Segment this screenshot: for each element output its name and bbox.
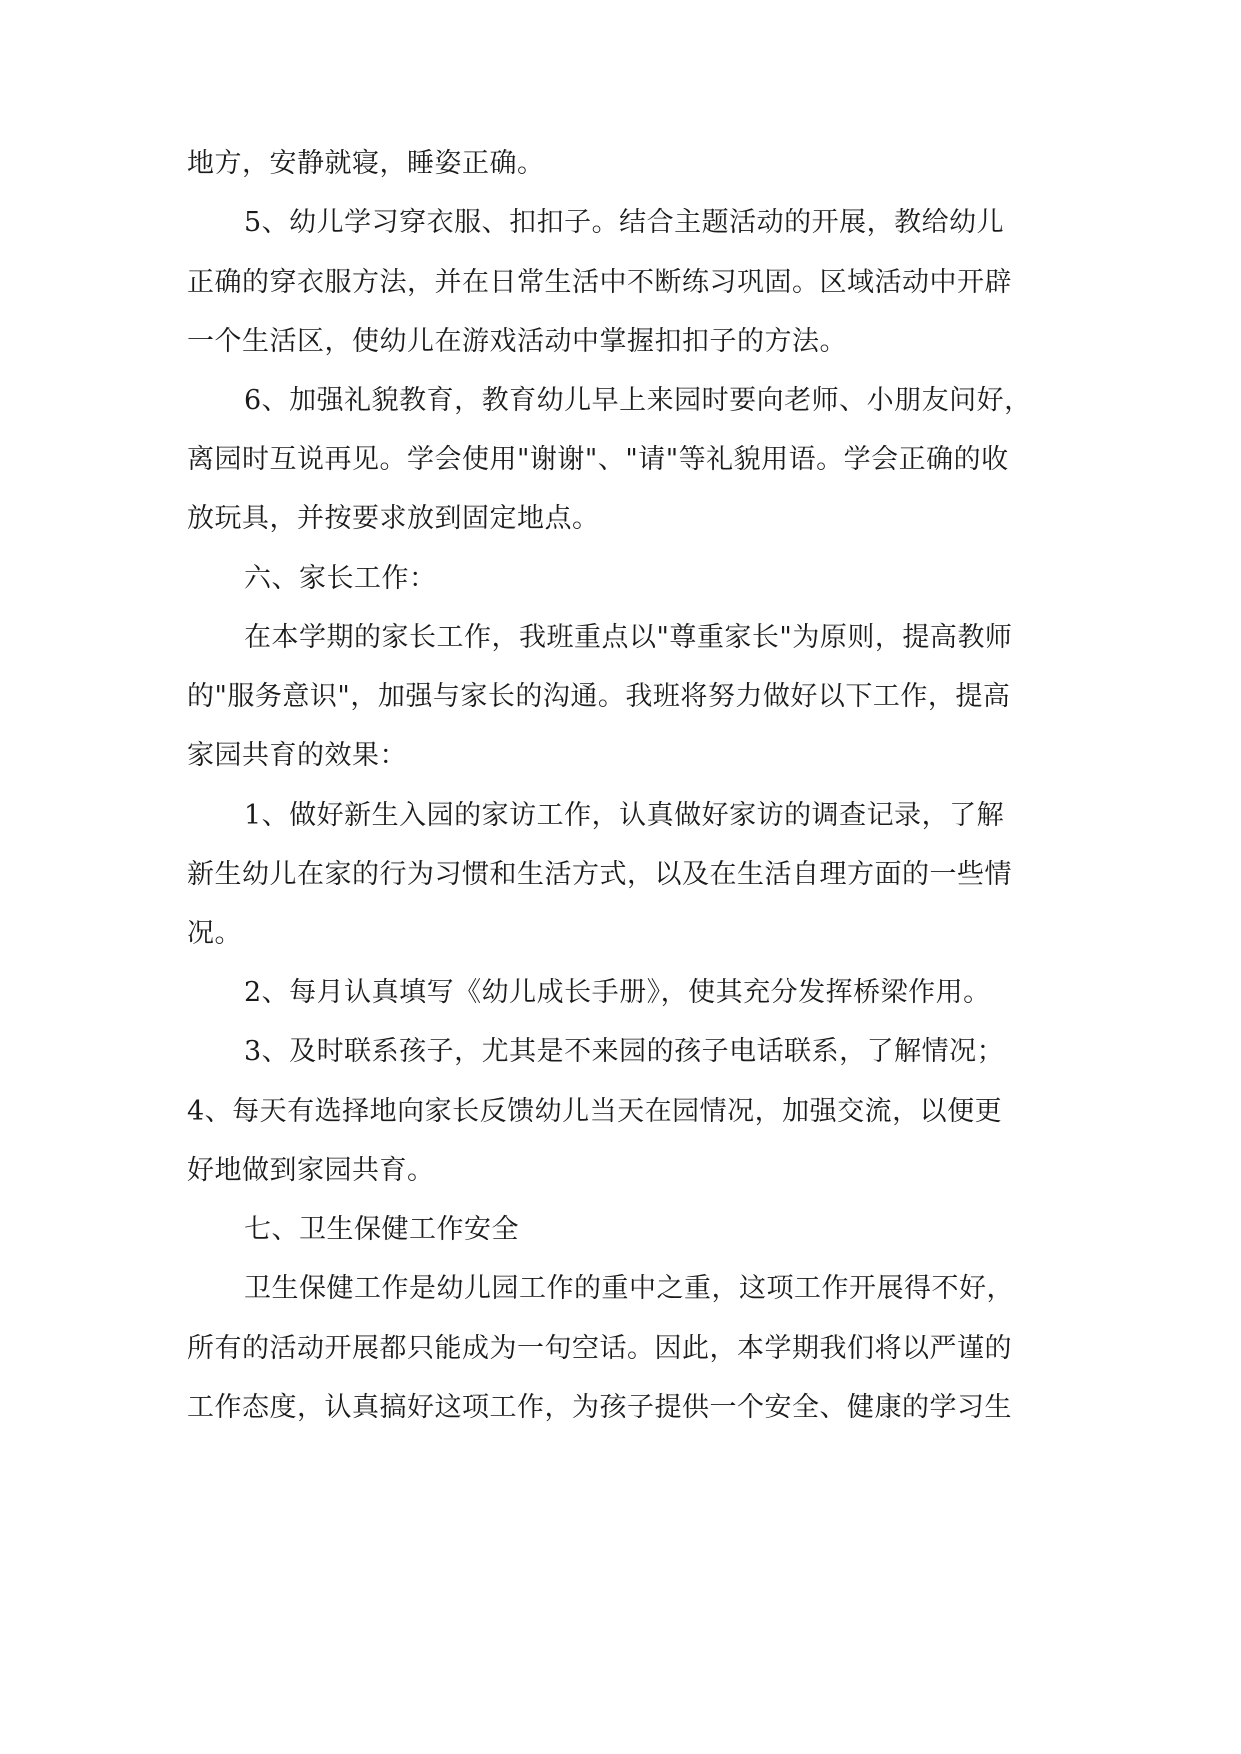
text-line: 2、每月认真填写《幼儿成长手册》，使其充分发挥桥梁作用。 <box>244 977 991 1008</box>
text-line: 正确的穿衣服方法，并在日常生活中不断练习巩固。区域活动中开辟 <box>187 267 1012 298</box>
text-line: 1、做好新生入园的家访工作，认真做好家访的调查记录，了解 <box>244 800 1005 831</box>
text-line: 放玩具，并按要求放到固定地点。 <box>187 503 600 534</box>
section-heading: 六、家长工作： <box>244 563 437 594</box>
text-line: 3、及时联系孩子，尤其是不来园的孩子电话联系，了解情况； <box>244 1036 1005 1067</box>
text-line: 一个生活区，使幼儿在游戏活动中掌握扣扣子的方法。 <box>187 326 847 357</box>
text-line: 的"服务意识"，加强与家长的沟通。我班将努力做好以下工作，提高 <box>187 681 1011 712</box>
section-heading: 七、卫生保健工作安全 <box>244 1214 519 1245</box>
text-line: 所有的活动开展都只能成为一句空话。因此，本学期我们将以严谨的 <box>187 1333 1012 1364</box>
text-line: 4、每天有选择地向家长反馈幼儿当天在园情况，加强交流，以便更 <box>187 1096 1003 1127</box>
text-line: 新生幼儿在家的行为习惯和生活方式，以及在生活自理方面的一些情 <box>187 859 1012 890</box>
text-line: 离园时互说再见。学会使用"谢谢"、"请"等礼貌用语。学会正确的收 <box>187 444 1009 475</box>
text-line: 家园共育的效果： <box>187 740 407 771</box>
text-line: 地方，安静就寝，睡姿正确。 <box>187 148 545 179</box>
text-line: 5、幼儿学习穿衣服、扣扣子。结合主题活动的开展，教给幼儿 <box>244 207 1005 238</box>
text-line: 6、加强礼貌教育，教育幼儿早上来园时要向老师、小朋友问好， <box>244 385 1032 416</box>
text-line: 卫生保健工作是幼儿园工作的重中之重，这项工作开展得不好， <box>244 1273 1014 1304</box>
text-line: 好地做到家园共育。 <box>187 1155 435 1186</box>
text-line: 在本学期的家长工作，我班重点以"尊重家长"为原则，提高教师 <box>244 622 1013 653</box>
text-line: 工作态度，认真搞好这项工作，为孩子提供一个安全、健康的学习生 <box>187 1392 1012 1423</box>
text-line: 况。 <box>187 918 242 949</box>
